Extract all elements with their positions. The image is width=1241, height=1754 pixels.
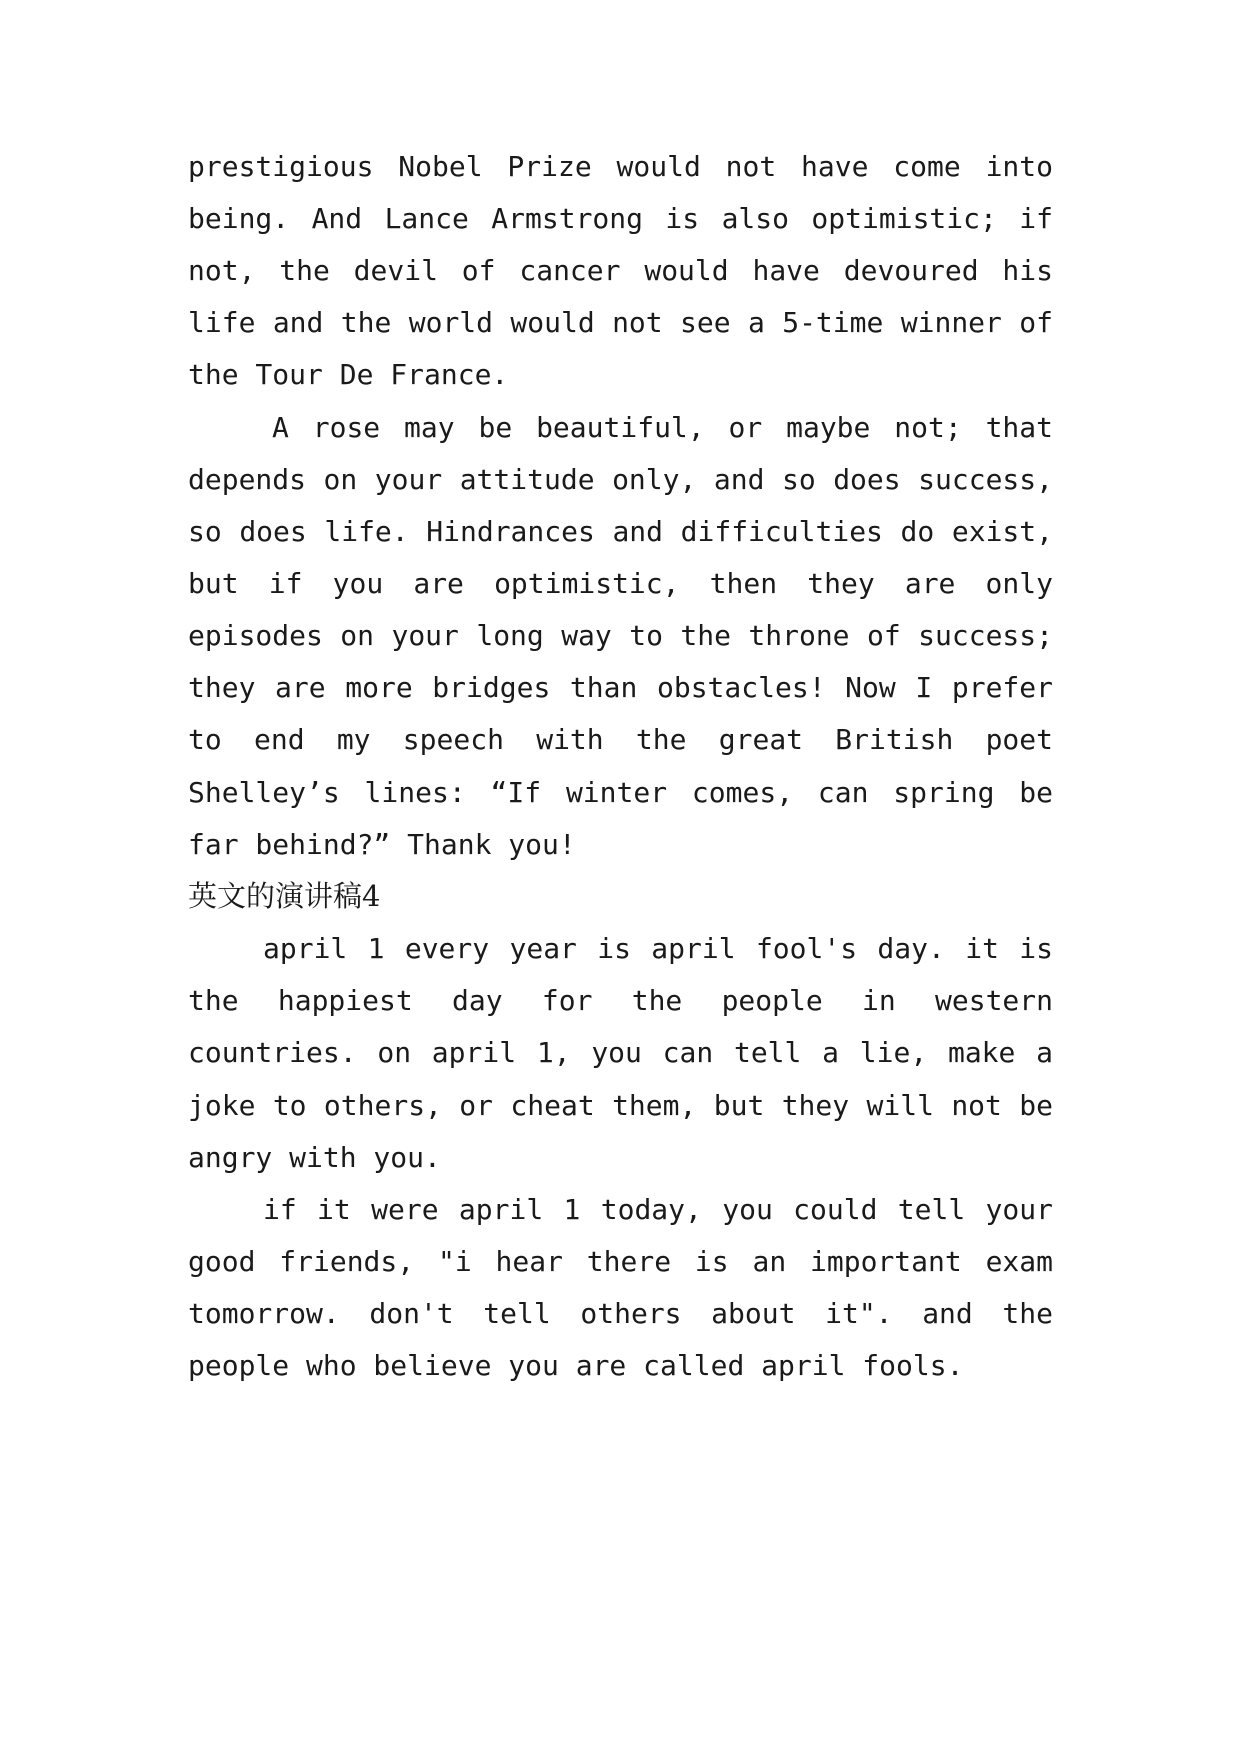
paragraph-2-line-7: to end my speech with the great British poet (188, 723, 1053, 756)
paragraph-1-line-2: being. And Lance Armstrong is also optimistic; if (188, 202, 1053, 235)
paragraph-3-line-1: april 1 every year is april fool's day. it is (263, 932, 1053, 965)
paragraph-4-line-3: tomorrow. don't tell others about it". and the (188, 1297, 1053, 1330)
paragraph-1-line-1: prestigious Nobel Prize would not have come into (188, 150, 1053, 183)
paragraph-2-line-9: far behind?” Thank you! (188, 828, 576, 861)
paragraph-4-line-2: good friends, "i hear there is an important exam (188, 1245, 1053, 1278)
section-heading: 英文的演讲稿4 (188, 879, 381, 913)
paragraph-3-line-2: the happiest day for the people in western (188, 984, 1053, 1017)
paragraph-2-line-6: they are more bridges than obstacles! Now I prefer (188, 671, 1053, 704)
paragraph-2-line-8: Shelley’s lines: “If winter comes, can spring be (188, 776, 1053, 809)
paragraph-1-line-5: the Tour De France. (188, 358, 509, 391)
paragraph-2-line-3: so does life. Hindrances and difficulties do exist, (188, 515, 1053, 548)
paragraph-2-line-1: A rose may be beautiful, or maybe not; that (272, 411, 1053, 444)
paragraph-1-line-3: not, the devil of cancer would have devoured his (188, 254, 1053, 287)
paragraph-4-line-4: people who believe you are called april fools. (188, 1349, 964, 1382)
paragraph-2-line-2: depends on your attitude only, and so does success, (188, 463, 1053, 496)
paragraph-2-line-4: but if you are optimistic, then they are only (188, 567, 1053, 600)
paragraph-3-line-3: countries. on april 1, you can tell a lie, make a (188, 1036, 1053, 1069)
paragraph-4-line-1: if it were april 1 today, you could tell your (263, 1193, 1053, 1226)
paragraph-2-line-5: episodes on your long way to the throne of success; (188, 619, 1053, 652)
paragraph-3-line-5: angry with you. (188, 1141, 441, 1174)
paragraph-1-line-4: life and the world would not see a 5-time winner of (188, 306, 1053, 339)
paragraph-3-line-4: joke to others, or cheat them, but they will not be (188, 1089, 1053, 1122)
